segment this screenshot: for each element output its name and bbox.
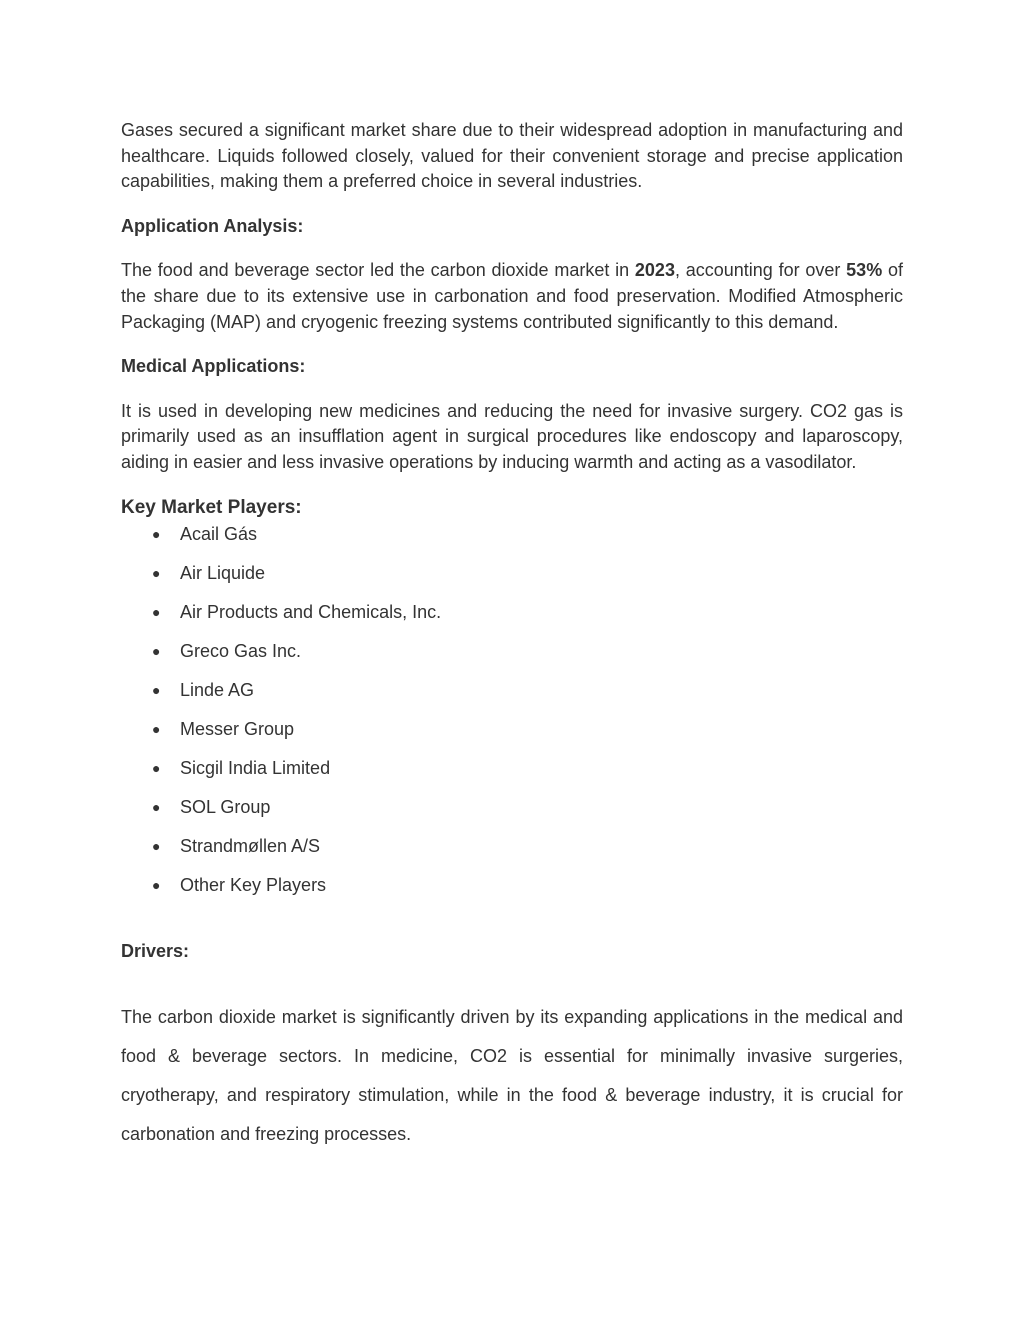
list-item [121,871,903,910]
medical-applications-heading: Medical Applications: [121,356,306,377]
application-text-c: of the share due to its extensive use in carbonation and food preservation. Modified Atmospheric Packaging (MAP) and cryogenic freezing systems contributed significantly to this demand. [121,260,903,332]
list-item-label: Other Key Players [180,875,327,896]
medical-applications-paragraph: It is used in developing new medicines and reducing the need for invasive surgery. CO2 gas is primarily used as an insufflation agent in surgical procedures like endoscopy and laparoscopy, aiding in easier and less invasive operations by inducing warmth and acting as a vasodilator. [121,400,903,472]
bullet-icon: ● [152,526,161,543]
list-item [121,637,903,676]
application-analysis-heading: Application Analysis: [121,215,304,236]
list-item [121,832,903,871]
bullet-icon: ● [152,643,161,660]
list-item [121,754,903,793]
list-item [121,520,903,559]
intro-paragraph: Gases secured a significant market share due to their widespread adoption in manufacturing and healthcare. Liquids followed closely, valued for their convenient storage and precise application capabilities, making them a preferred choice in several industries. [121,120,903,192]
bullet-icon: ● [152,799,161,816]
bullet-icon: ● [152,877,161,894]
drivers-paragraph: The carbon dioxide market is significantly driven by its expanding applications in the medical and food & beverage sectors. In medicine, CO2 is essential for minimally invasive surgeries, cryotherapy, and respiratory stimulation, while in the food & beverage industry, it is crucial for carbonation and freezing processes. [121,1006,903,1144]
bullet-icon: ● [152,565,161,582]
list-item-label: SOL Group [180,797,271,818]
list-item-label: Strandmøllen A/S [180,836,321,857]
bullet-icon: ● [152,682,161,699]
list-item [121,676,903,715]
list-item-label: Air Products and Chemicals, Inc. [180,602,442,623]
key-market-players-heading: Key Market Players: [121,496,302,518]
drivers-heading: Drivers: [121,941,190,962]
application-text-b: , accounting for over [674,260,847,281]
list-item [121,793,903,832]
bullet-icon: ● [152,760,161,777]
list-item-label: Sicgil India Limited [180,758,331,779]
list-item [121,559,903,598]
bullet-icon: ● [152,721,161,738]
application-analysis-paragraph [121,258,903,335]
key-market-players-list [121,520,903,910]
list-item [121,715,903,754]
application-share: 53% [846,260,883,281]
list-item-label: Greco Gas Inc. [180,641,302,662]
list-item-label: Air Liquide [180,563,266,584]
list-item [121,598,903,637]
application-text-a: The food and beverage sector led the carbon dioxide market in [121,260,635,281]
list-item-label: Messer Group [180,719,295,740]
bullet-icon: ● [152,604,161,621]
list-item-label: Linde AG [180,680,255,701]
application-year: 2023 [634,260,675,281]
list-item-label: Acail Gás [180,524,258,545]
bullet-icon: ● [152,838,161,855]
document-page [121,118,903,1154]
